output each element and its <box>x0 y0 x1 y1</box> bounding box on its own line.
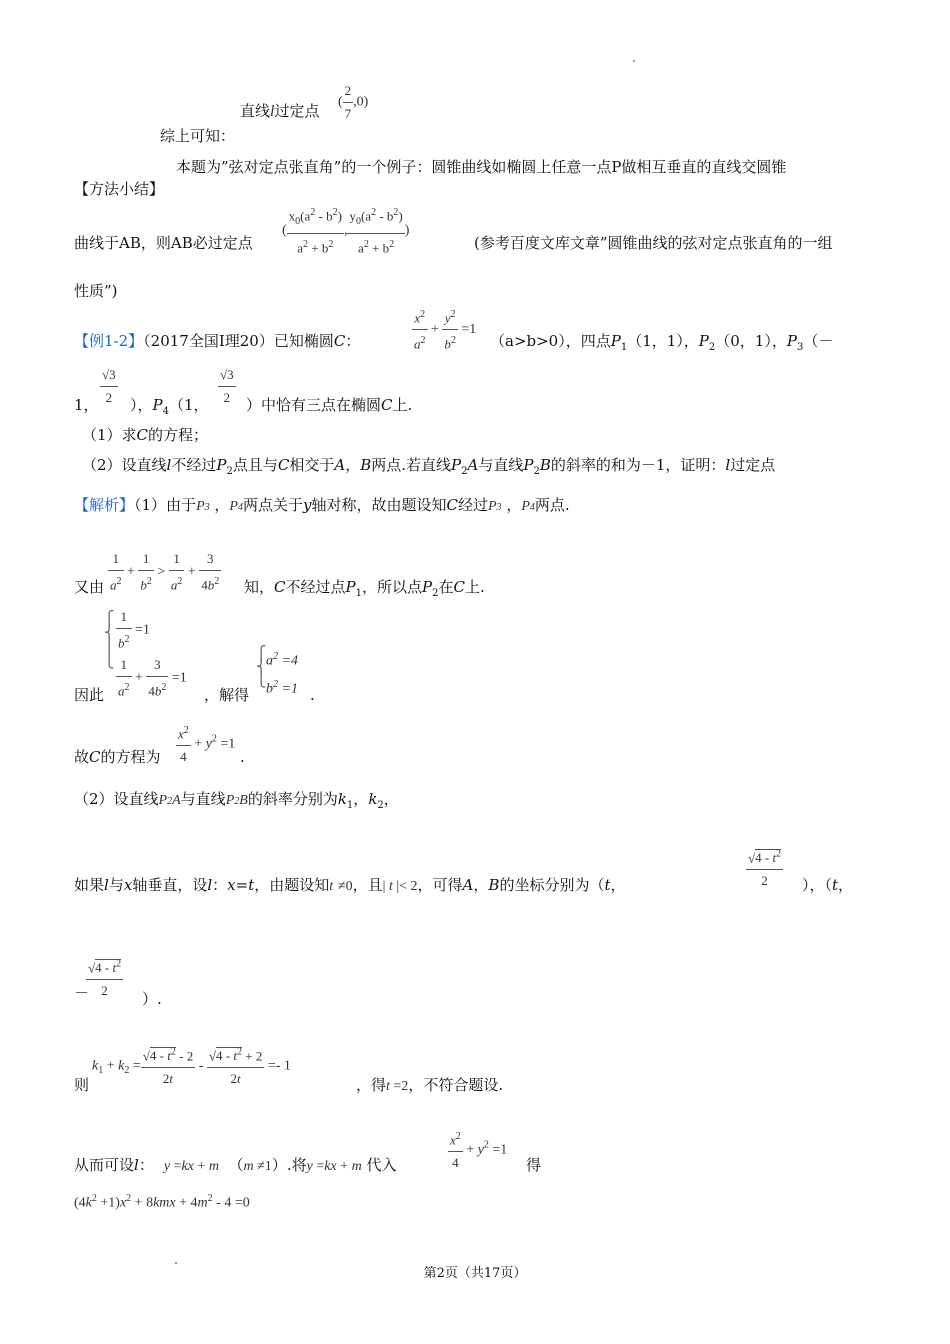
solution-line-9: 从而可设l： y =kx + m （m ≠1）.将y =kx + m 代入 <box>74 1156 397 1174</box>
math-fixed-point: ( $\frac{2}{7}$ ,0) <box>338 80 368 125</box>
question-1: （1）求C的方程； <box>82 426 209 444</box>
example-line-2c: ）中恰有三点在椭圆C上. <box>246 396 413 414</box>
math-ellipse-equation: $\frac{x^2}{a^2}$ + $\frac{y^2}{b^2}$ =1 <box>412 304 476 356</box>
math-sqrt3-over-2: $\frac{√3}{2}$ <box>100 364 118 409</box>
solution-line-5: （2）设直线P2A与直线P2B的斜率分别为$k_1$，$k_2$， <box>74 790 399 811</box>
text-line-1: 直线l过定点 <box>240 102 320 120</box>
math-l: l <box>270 103 275 120</box>
math-system-eq-1: $\frac{1}{b^2}$ =1 <box>116 606 150 654</box>
example-line-1b: （a>b>0），四点$P_1(1$，1），$P_2(0$，1），$P_3(-$ <box>490 332 834 353</box>
question-2: （2）设直线l不经过$P_2$点且与C相交于A，B两点.若直线$P_2A$与直线$P_2B$的斜率的和为－1，证明：l过定点 <box>82 456 776 477</box>
solution-line-8: 则 <box>74 1076 90 1094</box>
solution-line-3b: ，解得 <box>204 686 250 704</box>
solution-line-6: 如果l与x轴垂直，设l：x=t，由题设知t ≠0，且| t |< 2，可得A，B的坐标分别为（t， <box>74 876 626 894</box>
method-summary-heading: 【方法小结】 <box>74 180 165 198</box>
solution-tag: 【解析】 <box>74 496 135 514</box>
solution-line-9b: 得 <box>526 1156 542 1174</box>
math-quadratic: $(4k^2 +1)x^2 + 8kmx + 4m^2 - 4 =0$ <box>74 1193 250 1211</box>
text-line-3: 本题为”弦对定点张直角”的一个例子：圆锥曲线如椭圆上任意一点P做相互垂直的直线交圆锥 <box>176 158 787 176</box>
example-tag: 【例1-2】 <box>74 332 144 350</box>
solution-line-3c: . <box>310 686 315 704</box>
page-number: 第2页（共17页） <box>423 1266 527 1281</box>
solution-line-3: 因此 <box>74 686 105 704</box>
math-fixed-point-general: ( $\frac{x_0(a^2 - b^2)}{a^2 + b^2}$ , $\frac{y_0(a^2 - b^2)}{a^2 + b^2}$ ) <box>282 202 409 259</box>
math-solution-a: $a^2 =4$ <box>266 651 298 669</box>
solution-line-4: 故C的方程为 <box>74 748 161 766</box>
solution-line-7b: ）. <box>142 990 162 1008</box>
text-line-2: 综上可知： <box>160 127 236 145</box>
solution-line-2b: 知，C不经过点$P_1$，所以点$P_2$在C上. <box>244 578 485 599</box>
solution-line-8b: ，得t =2，不符合题设. <box>356 1076 504 1094</box>
math-system-eq-2: $\frac{1}{a^2}$ + $\frac{3}{4b^2}$ =1 <box>116 654 187 702</box>
solution-line-6b: ），（t， <box>802 876 854 894</box>
example-line-2b: ），$P_4(1$， <box>130 396 209 417</box>
math-sqrt-4-t2-over-2: $\frac{√4 - t^2}{2}$ <box>746 844 783 892</box>
solution-line-2: 又由 <box>74 578 105 596</box>
math-solution-b: $b^2 =1$ <box>266 679 298 697</box>
math-inequality: $\frac{1}{a^2}$ + $\frac{1}{b^2}$ > $\frac{1}{a^2}$ + $\frac{3}{4b^2}$ <box>108 548 221 596</box>
brace-icon: ⎧ ⎨ ⎪ ⎩ <box>104 611 115 669</box>
solution-line-4b: . <box>240 748 245 766</box>
text-line-5b: (参考百度文库文章”圆锥曲线的弦对定点张直角的一组 <box>474 234 833 252</box>
math-ellipse-substitute: $\frac{x^2}{4}$ + $y^2 =1$ <box>448 1126 507 1174</box>
solution-line-1: 【解析】（1）由于P3 ，P4两点关于y轴对称，故由题设知C经过P3 ，P4两点. <box>74 496 570 514</box>
math-neg-sqrt-over-2: $\frac{√4 - t^2}{2}$ <box>86 954 123 1002</box>
brace-icon: ⎧ ⎨ ⎩ <box>256 646 267 688</box>
text-line-6: 性质”) <box>74 282 118 300</box>
math-slope-sum: $k_1 + k_2$ = $\frac{√4 - t^2 - 2}{2t}$ - $\frac{√4 - t^2 + 2}{2t}$ =- 1 <box>92 1042 291 1090</box>
math-ellipse-result: $\frac{x^2}{4}$ + $y^2 =1$ <box>176 720 235 768</box>
example-line-1: 【例1-2】（2017全国Ⅰ理20）已知椭圆C： <box>74 332 361 350</box>
text-line-5: 曲线于AB，则AB必过定点 <box>74 234 253 252</box>
solution-line-7: － <box>74 984 90 1002</box>
example-line-2: 1， <box>74 396 99 414</box>
scan-dot <box>633 60 635 62</box>
math-sqrt3-over-2: $\frac{√3}{2}$ <box>218 364 236 409</box>
